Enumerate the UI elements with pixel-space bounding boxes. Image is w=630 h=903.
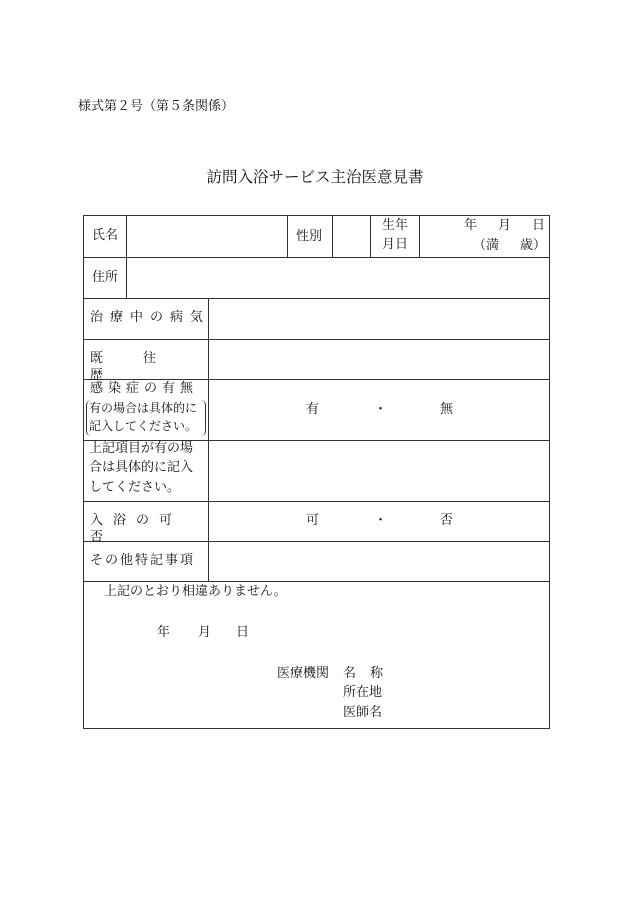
document-title: 訪問入浴サービス主治医意見書 [206, 168, 424, 186]
certification-text: 上記のとおり相違ありません。 [104, 584, 287, 599]
gender-field[interactable] [334, 217, 368, 256]
name-label: 氏名 [92, 228, 119, 243]
institution-address-label: 所在地 [343, 685, 383, 700]
birth-label-line2: 月日 [382, 237, 409, 252]
infection-no-option[interactable]: 無 [440, 402, 454, 417]
history-field[interactable] [210, 340, 549, 378]
gender-label: 性別 [296, 229, 323, 244]
details-label-line1: 上記項目が有の場 [89, 441, 194, 456]
details-field[interactable] [210, 441, 549, 500]
other-notes-label: その他特記事項 [90, 553, 196, 568]
institution-label: 医療機関 [277, 666, 330, 681]
infection-yes-option[interactable]: 有 [306, 402, 320, 417]
infection-note-line1: 有の場合は具体的に [89, 401, 198, 415]
birth-year-unit: 年 [464, 218, 478, 233]
sign-month-unit: 月 [198, 625, 212, 640]
other-notes-field[interactable] [210, 542, 549, 580]
infection-note-line2: 記入してください。 [89, 419, 198, 433]
disease-label: 治 療 中 の 病 気 [90, 310, 203, 325]
bathing-label: 入浴の可否 [90, 513, 183, 545]
birth-label-line1: 生年 [382, 218, 409, 233]
history-label: 既往歴 [90, 351, 197, 383]
institution-name-label-a: 名 [343, 666, 357, 681]
institution-name-label-b: 称 [370, 666, 384, 681]
details-label-line2: 合は具体的に記入 [89, 460, 194, 475]
form-number: 様式第２号（第５条関係） [78, 99, 235, 114]
infection-label: 感染症の有無 [90, 381, 199, 396]
sign-day-unit: 日 [236, 625, 250, 640]
bathing-no-option[interactable]: 否 [440, 513, 454, 528]
address-label: 住所 [92, 270, 119, 285]
infection-separator: ・ [374, 402, 388, 417]
age-open: （満 [473, 238, 500, 253]
age-close: 歳） [520, 238, 547, 253]
sign-year-unit: 年 [157, 625, 171, 640]
birth-month-unit: 月 [498, 218, 512, 233]
bathing-separator: ・ [374, 513, 388, 528]
details-label-line3: してください。 [89, 480, 181, 495]
doctor-name-label: 医師名 [343, 705, 383, 720]
address-field[interactable] [129, 258, 549, 297]
birth-day-unit: 日 [532, 218, 546, 233]
opinion-form [83, 215, 550, 729]
bathing-yes-option[interactable]: 可 [306, 513, 320, 528]
disease-field[interactable] [210, 299, 549, 338]
name-field[interactable] [129, 217, 285, 256]
